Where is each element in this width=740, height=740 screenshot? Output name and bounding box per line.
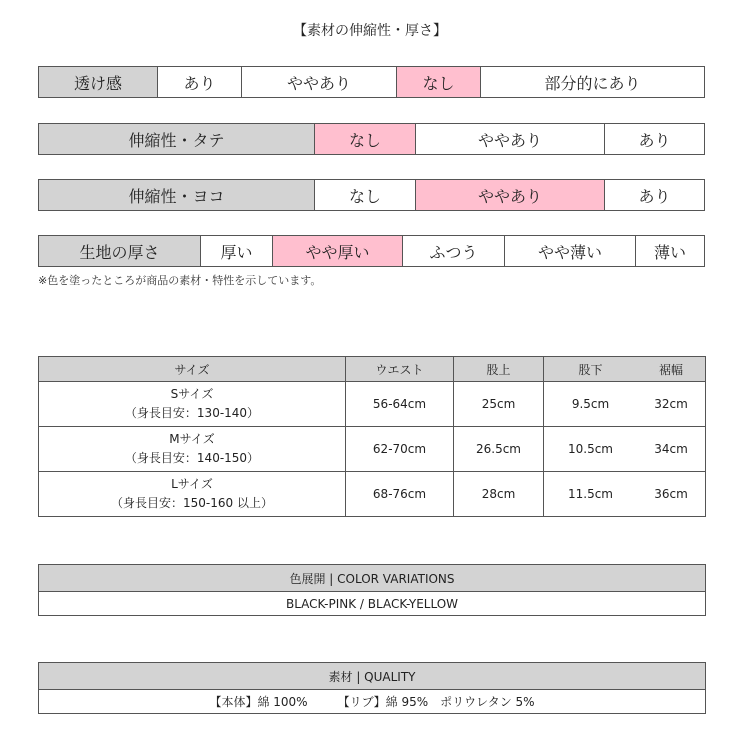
size-cell	[39, 472, 346, 517]
legend-note: ※色を塗ったところが商品の素材・特性を示しています。	[38, 274, 322, 287]
scale-option: なし	[396, 67, 480, 97]
size-table	[38, 356, 706, 517]
col-inseam: 股下	[544, 357, 638, 382]
scale-option: 厚い	[200, 236, 272, 266]
size-name: Sサイズ	[170, 387, 214, 401]
scale-option: なし	[314, 124, 415, 154]
table-row	[39, 427, 706, 472]
scale-option: あり	[604, 180, 704, 210]
scale-option: 薄い	[635, 236, 704, 266]
scale-option: ふつう	[402, 236, 504, 266]
scale-option: やや薄い	[504, 236, 635, 266]
hem-cell: 32cm	[637, 382, 706, 427]
color-variations-value: BLACK-PINK / BLACK-YELLOW	[285, 596, 459, 611]
rise-cell: 26.5cm	[454, 427, 544, 472]
col-hem: 裾幅	[637, 357, 706, 382]
scale-option: あり	[604, 124, 704, 154]
page-title: 【素材の伸縮性・厚さ】	[293, 23, 447, 39]
vertical-stretch-scale	[38, 123, 705, 155]
scale-label: 伸縮性・ヨコ	[39, 180, 314, 210]
horizontal-stretch-scale	[38, 179, 705, 211]
hem-cell: 36cm	[637, 472, 706, 517]
quality-value	[39, 690, 705, 713]
scale-option: ややあり	[415, 180, 604, 210]
size-height: （身長目安：150-160 以上）	[111, 496, 273, 510]
size-name: Mサイズ	[169, 432, 215, 446]
scale-option: ややあり	[241, 67, 396, 97]
color-variations-box	[38, 564, 706, 616]
quality-rib: 【リブ】綿 95% ポリウレタン 5%	[337, 695, 535, 709]
inseam-cell: 11.5cm	[544, 472, 638, 517]
scale-option: 部分的にあり	[480, 67, 704, 97]
size-height: （身長目安：140-150）	[124, 451, 260, 465]
scale-option: やや厚い	[272, 236, 402, 266]
size-name: Lサイズ	[171, 477, 213, 491]
color-variations-header: 色展開 | COLOR VARIATIONS	[39, 565, 705, 592]
inseam-cell: 9.5cm	[544, 382, 638, 427]
col-size: サイズ	[39, 357, 346, 382]
hem-cell: 34cm	[637, 427, 706, 472]
scale-option: あり	[157, 67, 241, 97]
scale-label: 伸縮性・タテ	[39, 124, 314, 154]
scale-option: なし	[314, 180, 415, 210]
scale-option: ややあり	[415, 124, 604, 154]
table-row	[39, 382, 706, 427]
inseam-cell: 10.5cm	[544, 427, 638, 472]
size-height: （身長目安：130-140）	[124, 406, 260, 420]
col-waist: ウエスト	[346, 357, 454, 382]
rise-cell: 28cm	[454, 472, 544, 517]
waist-cell: 68-76cm	[346, 472, 454, 517]
quality-box	[38, 662, 706, 714]
waist-cell: 62-70cm	[346, 427, 454, 472]
scale-label: 生地の厚さ	[39, 236, 200, 266]
size-table-header	[39, 357, 706, 382]
waist-cell: 56-64cm	[346, 382, 454, 427]
sheerness-scale	[38, 66, 705, 98]
scale-label: 透け感	[39, 67, 157, 97]
table-row	[39, 472, 706, 517]
rise-cell: 25cm	[454, 382, 544, 427]
col-rise: 股上	[454, 357, 544, 382]
quality-header: 素材 | QUALITY	[39, 663, 705, 690]
size-cell	[39, 427, 346, 472]
size-cell	[39, 382, 346, 427]
quality-body: 【本体】綿 100%	[209, 695, 308, 709]
fabric-thickness-scale	[38, 235, 705, 267]
